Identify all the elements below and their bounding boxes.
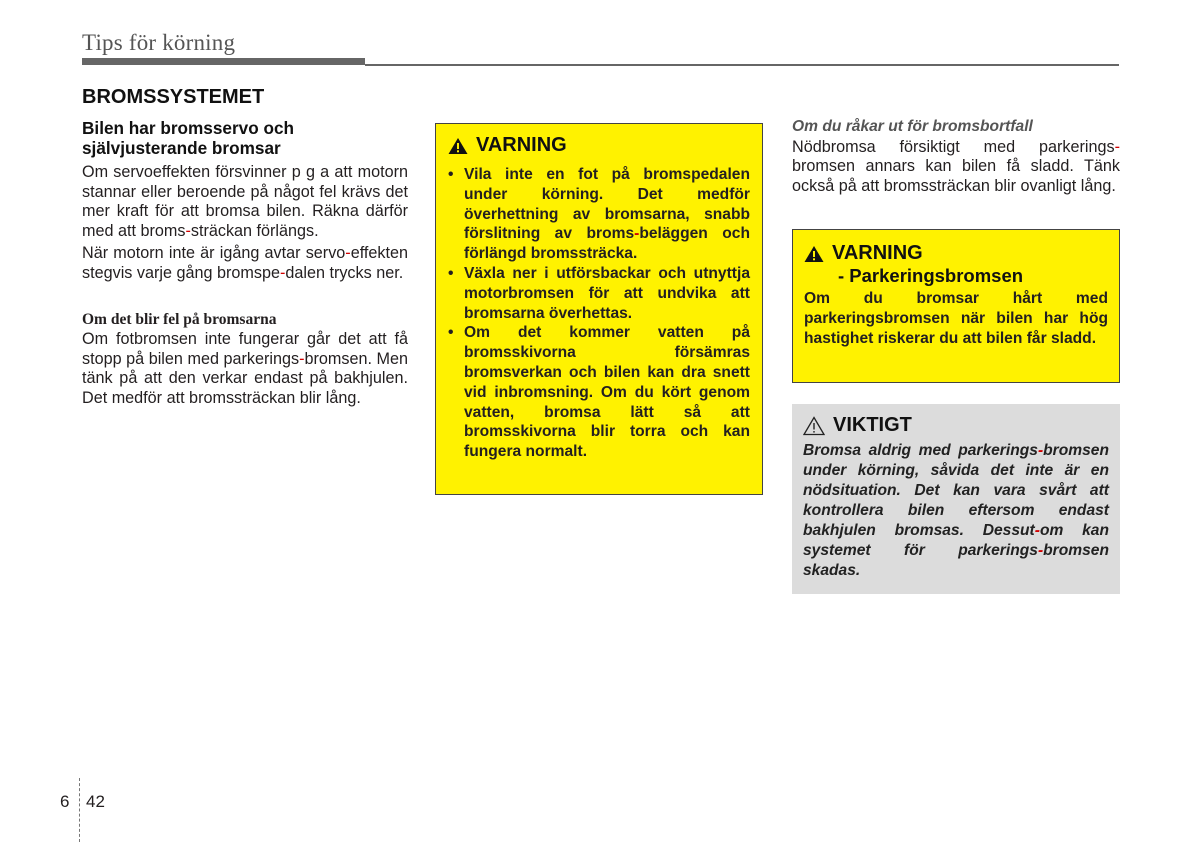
warning-box-brakes [435, 123, 763, 495]
section-title: BROMSSYSTEMET [82, 86, 265, 108]
warning-title: VARNING [832, 242, 923, 264]
warning-title: VARNING [476, 134, 567, 156]
warning-item: • Vila inte en fot på bromspedalen under körning. Det medför överhettning av bromsarna, snabb förslitning av broms-beläggen och förlängd bromssträcka. [448, 165, 750, 264]
brake-loss-heading: Om du råkar ut för bromsbortfall [792, 118, 1033, 135]
important-note-box [792, 404, 1120, 594]
brake-loss-paragraph: Nödbromsa försiktigt med parkerings-bromsen annars kan bilen få sladd. Tänk också på att bromssträckan blir ovanligt lång. [792, 137, 1120, 195]
servo-paragraph-2: När motorn inte är igång avtar servo-effekten stegvis varje gång bromspe-dalen trycks ner. [82, 244, 408, 282]
warning-list [448, 165, 750, 462]
warning-subtitle: - Parkeringsbromsen [838, 265, 1024, 286]
warning-item: • Om det kommer vatten på bromsskivorna försämras bromsverkan och bilen kan dra snett vid inbromsning. Om du kört genom vatten, bromsa lätt så att bromsskivorna blir torra och kan fungera normalt. [448, 323, 750, 462]
warning-triangle-icon [804, 245, 824, 263]
warning-item: • Växla ner i utförsbackar och utnyttja motorbromsen för att undvika att bromsarna överhettas. [448, 264, 750, 323]
servo-paragraph: Om servoeffekten försvinner p g a att motorn stannar eller beroende på något fel krävs det mer kraft för att bromsa bilen. Räkna därför med att broms-sträckan förlängs. [82, 163, 408, 240]
note-header [803, 414, 1109, 437]
running-header: Tips för körning [82, 30, 236, 55]
header-rule [365, 64, 1119, 66]
brake-failure-paragraph: Om fotbromsen inte fungerar går det att få stopp på bilen med parkerings-bromsen. Men tänk på att den verkar endast på bakhjulen. Det medför att bromssträckan blir lång. [82, 330, 408, 407]
warning-box-parking-brake [792, 229, 1120, 383]
warning-triangle-icon [448, 137, 468, 155]
page-number: 42 [86, 792, 105, 811]
warning-text: Om du bromsar hårt med parkeringsbromsen när bilen har hög hastighet riskerar du att bilen får sladd. [804, 290, 1108, 347]
warning-header [448, 134, 750, 157]
servo-heading: Bilen har bromsservo och självjusterande bromsar [82, 118, 295, 158]
warning-header [804, 242, 1108, 265]
note-title: VIKTIGT [833, 414, 912, 436]
page-number-separator [79, 778, 80, 842]
note-text: Bromsa aldrig med parkerings-bromsen under körning, såvida det inte är en nödsituation. Det kan vara svårt att kontrollera bilen eftersom endast bakhjulen bromsas. Dessut-om kan systemet för parkerings-bromsen skadas. [803, 442, 1110, 579]
right-column [792, 117, 1120, 196]
header-bar [82, 58, 365, 65]
chapter-number: 6 [60, 792, 70, 811]
left-column [82, 118, 408, 409]
brake-failure-heading: Om det blir fel på bromsarna [82, 310, 277, 328]
caution-triangle-icon [803, 416, 825, 436]
